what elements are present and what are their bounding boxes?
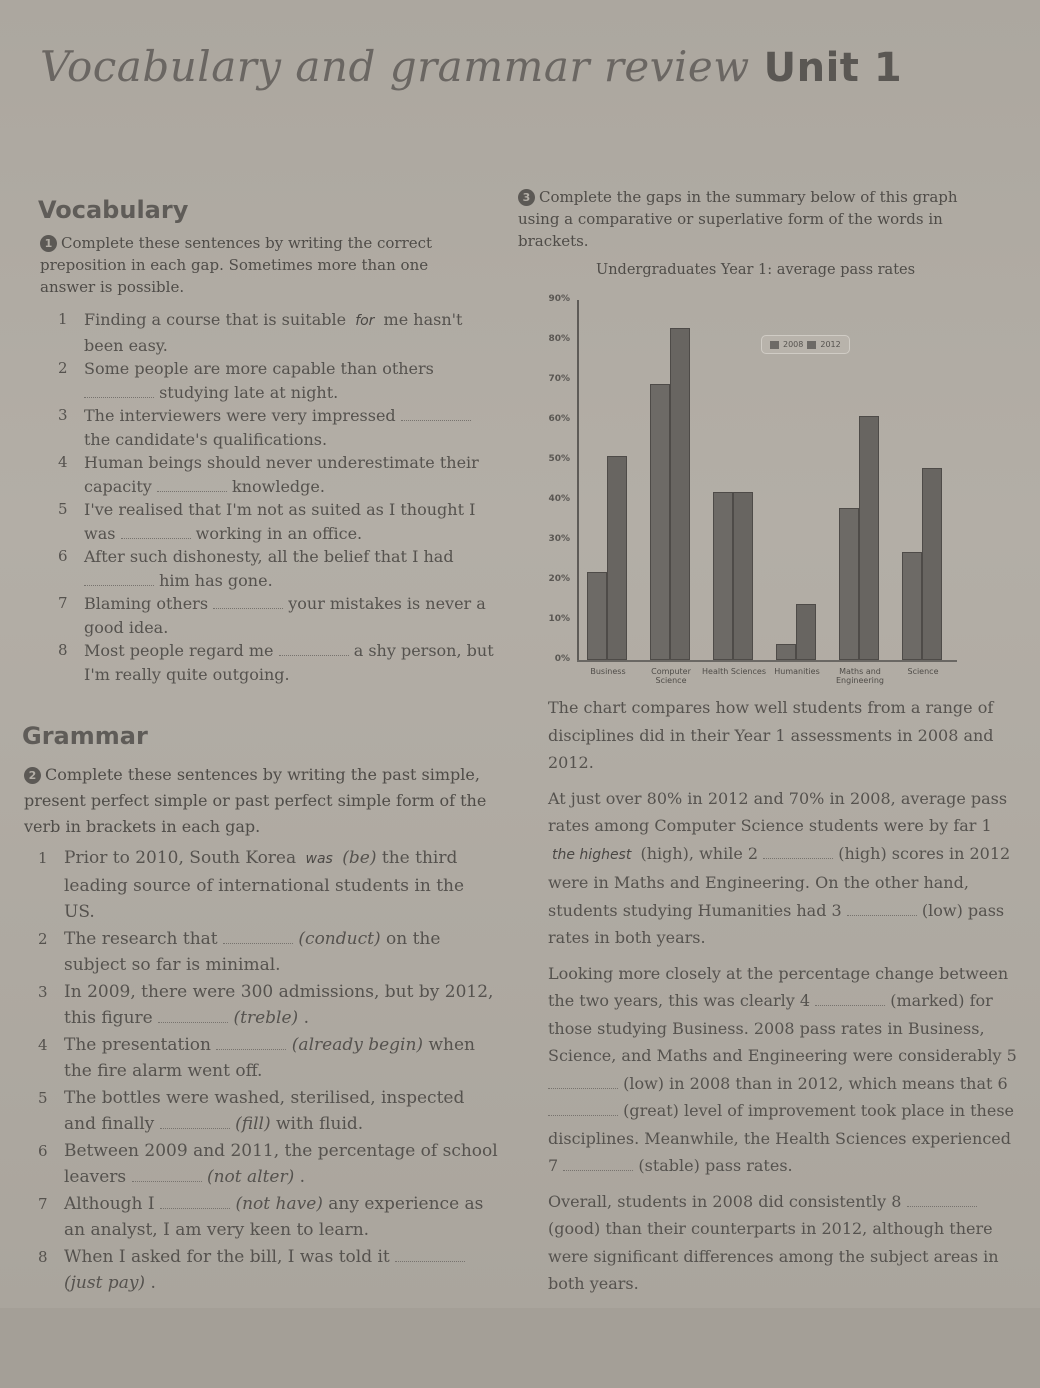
item-number: 6: [38, 1141, 48, 1160]
instruction-text: Complete these sentences by writing the past simple, present perfect simple or past perfect simple form of the verb in brackets in each gap.: [24, 765, 487, 836]
text-after: knowledge.: [232, 476, 325, 496]
text: Overall, students in 2008 did consistently 8: [548, 1191, 902, 1211]
text-before: Between 2009 and 2011, the percentage of school leavers: [64, 1140, 498, 1187]
text-after: on the subject so far is minimal.: [64, 928, 441, 975]
item-text: [84, 592, 498, 639]
y-tick-label: 40%: [548, 494, 570, 504]
answer-gap[interactable]: for: [355, 313, 375, 329]
answer-gap[interactable]: [132, 1167, 202, 1182]
exercise-item: [58, 498, 498, 545]
chart-summary: [548, 694, 1018, 1306]
text: At just over 80% in 2012 and 70% in 2008, average pass rates among Computer Science students were by far 1: [548, 788, 1008, 835]
exercise-number-badge: 1: [40, 235, 57, 252]
bar-2012: [859, 416, 879, 660]
item-text: [64, 979, 498, 1032]
item-number: 3: [58, 406, 68, 424]
text-before: Prior to 2010, South Korea: [64, 848, 297, 868]
verb-hint: (not have): [235, 1193, 323, 1214]
grammar-list: [38, 845, 498, 1297]
text: (high), while 2: [640, 843, 759, 863]
item-text: [64, 1191, 498, 1244]
y-tick-label: 80%: [548, 334, 570, 344]
page-edge: [0, 1308, 1040, 1388]
bar-2012: [733, 492, 753, 660]
exercise-item: [58, 639, 498, 686]
item-text: [84, 451, 498, 498]
y-tick-label: 60%: [548, 414, 570, 424]
x-category-label: Science: [907, 667, 939, 676]
exercise-item: [58, 308, 498, 357]
x-category-label: Business: [590, 667, 626, 676]
item-number: 2: [58, 359, 68, 377]
text-before: The bottles were washed, sterilised, inspected and finally: [64, 1087, 465, 1134]
text-before: Most people regard me: [84, 641, 274, 660]
verb-hint: (already begin): [291, 1034, 424, 1055]
y-tick-label: 20%: [548, 574, 570, 584]
verb-hint: (not alter): [206, 1167, 295, 1187]
exercise-item: [38, 1032, 498, 1085]
text-before: Human beings should never underestimate their capacity: [84, 453, 479, 496]
answer-gap-4[interactable]: [815, 991, 885, 1006]
unit-label: Unit 1: [763, 45, 903, 91]
item-text: [84, 498, 498, 545]
text-before: After such dishonesty, all the belief that I had: [84, 547, 454, 566]
exercise-number-badge: 2: [24, 767, 41, 784]
text-after: me hasn't been easy.: [84, 310, 463, 355]
text-after: .: [299, 1167, 306, 1187]
bar-2008: [839, 508, 859, 660]
chart-title: Undergraduates Year 1: average pass rates: [596, 262, 916, 278]
text-before: When I asked for the bill, I was told it: [64, 1246, 390, 1267]
exercise-item: [58, 357, 498, 404]
answer-gap-7[interactable]: [563, 1156, 633, 1171]
y-tick-label: 0%: [554, 654, 570, 664]
y-tick-label: 90%: [548, 294, 570, 304]
legend-label-2012: 2012: [820, 340, 841, 349]
item-text: [64, 1138, 498, 1191]
text: Looking more closely at the percentage change between the two years, this was clearly 4: [548, 963, 1009, 1010]
verb-hint: (conduct): [298, 928, 381, 949]
text: (low) in 2008 than in 2012, which means that 6: [623, 1073, 1008, 1093]
bar-2008: [902, 552, 922, 660]
answer-gap[interactable]: was: [305, 851, 333, 867]
instruction-text: Complete these sentences by writing the correct preposition in each gap. Sometimes more than one answer is possible.: [40, 234, 433, 296]
text-after: the candidate's qualifications.: [84, 429, 328, 449]
exercise-item: [38, 1138, 498, 1191]
item-number: 5: [58, 500, 68, 518]
vocabulary-instruction: [40, 232, 480, 298]
item-text: [84, 545, 498, 592]
text-after: .: [303, 1008, 309, 1028]
exercise-item: [38, 1085, 498, 1138]
text: (high) scores in 2012 were in Maths and Engineering. On the other hand, students studying Humanities had 3: [548, 843, 1011, 920]
item-number: 6: [58, 547, 68, 565]
exercise-number-badge: 3: [518, 189, 535, 206]
text-after: your mistakes is never a good idea.: [84, 594, 486, 637]
chart-legend: [761, 335, 850, 354]
x-category-label: Maths and Engineering: [836, 667, 884, 685]
verb-hint: (just pay): [64, 1273, 146, 1293]
item-text: [84, 639, 498, 686]
legend-swatch-2008: [770, 341, 779, 349]
item-number: 3: [38, 982, 48, 1001]
item-text: [84, 404, 498, 451]
answer-gap[interactable]: [157, 477, 227, 492]
item-number: 8: [38, 1247, 48, 1266]
item-text: [64, 1244, 498, 1297]
summary-paragraph-2: [548, 785, 1018, 952]
verb-hint: (fill): [235, 1114, 271, 1134]
answer-gap[interactable]: [223, 929, 293, 944]
title-text: Vocabulary and grammar review: [40, 42, 750, 91]
bar-2008: [650, 384, 670, 660]
text-after: studying late at night.: [159, 382, 339, 402]
answer-gap[interactable]: [401, 406, 471, 421]
bar-2012: [607, 456, 627, 660]
exercise-item: [58, 592, 498, 639]
item-text: [64, 1032, 498, 1085]
vocabulary-list: [58, 308, 498, 686]
item-number: 2: [38, 929, 48, 948]
text: (good) than their counterparts in 2012, although there were significant differences among the subject areas in both years.: [548, 1219, 999, 1293]
exercise-item: [58, 545, 498, 592]
exercise-item: [38, 1244, 498, 1297]
x-axis: [577, 660, 957, 662]
item-number: 7: [58, 594, 68, 612]
item-number: 4: [38, 1035, 48, 1054]
text: (marked) for those studying Business. 2008 pass rates in Business, Science, and Maths and Engineering were considerably 5: [548, 991, 1017, 1065]
y-tick-label: 70%: [548, 374, 570, 384]
text-after: the third leading source of international students in the US.: [64, 848, 465, 922]
y-axis: [577, 300, 579, 661]
text-before: The interviewers were very impressed: [84, 406, 396, 425]
summary-paragraph-4: [548, 1188, 1018, 1298]
verb-hint: (be): [342, 848, 377, 868]
answer-gap-2[interactable]: [763, 844, 833, 859]
text-after: when the fire alarm went off.: [64, 1034, 475, 1081]
item-text: [64, 1085, 498, 1138]
item-number: 5: [38, 1088, 48, 1107]
item-text: [84, 308, 498, 357]
exercise-item: [38, 979, 498, 1032]
y-tick-label: 50%: [548, 454, 570, 464]
item-number: 4: [58, 453, 68, 471]
vocabulary-heading: Vocabulary: [38, 196, 189, 224]
answer-gap[interactable]: [395, 1247, 465, 1262]
text-before: Finding a course that is suitable: [84, 310, 347, 329]
answer-gap[interactable]: [160, 1114, 230, 1129]
verb-hint: (treble): [233, 1008, 299, 1028]
text: (great) level of improvement took place in these disciplines. Meanwhile, the Health Sciences experienced 7: [548, 1101, 1014, 1175]
answer-gap[interactable]: [213, 594, 283, 609]
y-tick-label: 30%: [548, 534, 570, 544]
summary-paragraph-3: [548, 960, 1018, 1180]
text-before: Although I: [64, 1193, 155, 1214]
instruction-text: Complete the gaps in the summary below of this graph using a comparative or superlative form of the words in brackets.: [518, 188, 958, 250]
exercise-item: [38, 845, 498, 926]
answer-gap[interactable]: [121, 524, 191, 539]
y-tick-label: 10%: [548, 614, 570, 624]
text-after: with fluid.: [275, 1114, 364, 1134]
item-text: [84, 357, 498, 404]
answer-gap-5[interactable]: [548, 1074, 618, 1089]
answer-gap[interactable]: [216, 1035, 286, 1050]
answer-gap-1[interactable]: the highest: [552, 846, 632, 863]
bar-2012: [670, 328, 690, 660]
legend-label-2008: 2008: [783, 340, 804, 349]
text-after: him has gone.: [159, 570, 273, 590]
bar-2008: [776, 644, 796, 660]
text-before: I've realised that I'm not as suited as I thought I was: [84, 500, 476, 543]
text-before: In 2009, there were 300 admissions, but by 2012, this figure: [64, 981, 494, 1028]
bar-2012: [796, 604, 816, 660]
item-text: [64, 845, 498, 926]
legend-swatch-2012: [807, 341, 816, 349]
answer-gap-6[interactable]: [548, 1101, 618, 1116]
x-category-label: Humanities: [774, 667, 820, 676]
answer-gap-8[interactable]: [907, 1192, 977, 1207]
bar-2008: [713, 492, 733, 660]
x-category-label: Computer Science: [651, 667, 691, 685]
text-after: any experience as an analyst, I am very keen to learn.: [64, 1193, 484, 1240]
page-title: [40, 42, 902, 91]
comparison-instruction: [518, 186, 968, 252]
text: (low) pass rates in both years.: [548, 900, 1005, 947]
answer-gap[interactable]: [84, 383, 154, 398]
item-number: 8: [58, 641, 68, 659]
bar-2012: [922, 468, 942, 660]
exercise-item: [38, 926, 498, 979]
x-category-label: Health Sciences: [702, 667, 766, 676]
item-number: 7: [38, 1194, 48, 1213]
answer-gap-3[interactable]: [847, 901, 917, 916]
text-after: .: [150, 1273, 156, 1293]
text-before: The research that: [64, 928, 218, 949]
answer-gap[interactable]: [160, 1194, 230, 1209]
pass-rates-bar-chart: [520, 295, 960, 695]
summary-paragraph-1: The chart compares how well students from a range of disciplines did in their Year 1 assessments in 2008 and 2012.: [548, 698, 994, 772]
text-after: a shy person, but I'm really quite outgoing.: [84, 641, 494, 684]
text-after: working in an office.: [195, 523, 363, 543]
exercise-item: [58, 451, 498, 498]
text-before: The presentation: [64, 1034, 211, 1055]
grammar-heading: Grammar: [22, 722, 148, 750]
exercise-item: [38, 1191, 498, 1244]
answer-gap[interactable]: [158, 1008, 228, 1023]
bar-2008: [587, 572, 607, 660]
answer-gap[interactable]: [84, 571, 154, 586]
text: (stable) pass rates.: [638, 1156, 793, 1175]
text-before: Blaming others: [84, 594, 209, 613]
grammar-instruction: [24, 762, 494, 840]
answer-gap[interactable]: [279, 641, 349, 656]
item-text: [64, 926, 498, 979]
text-before: Some people are more capable than others: [84, 359, 434, 378]
item-number: 1: [38, 849, 48, 867]
exercise-item: [58, 404, 498, 451]
item-number: 1: [58, 310, 68, 328]
